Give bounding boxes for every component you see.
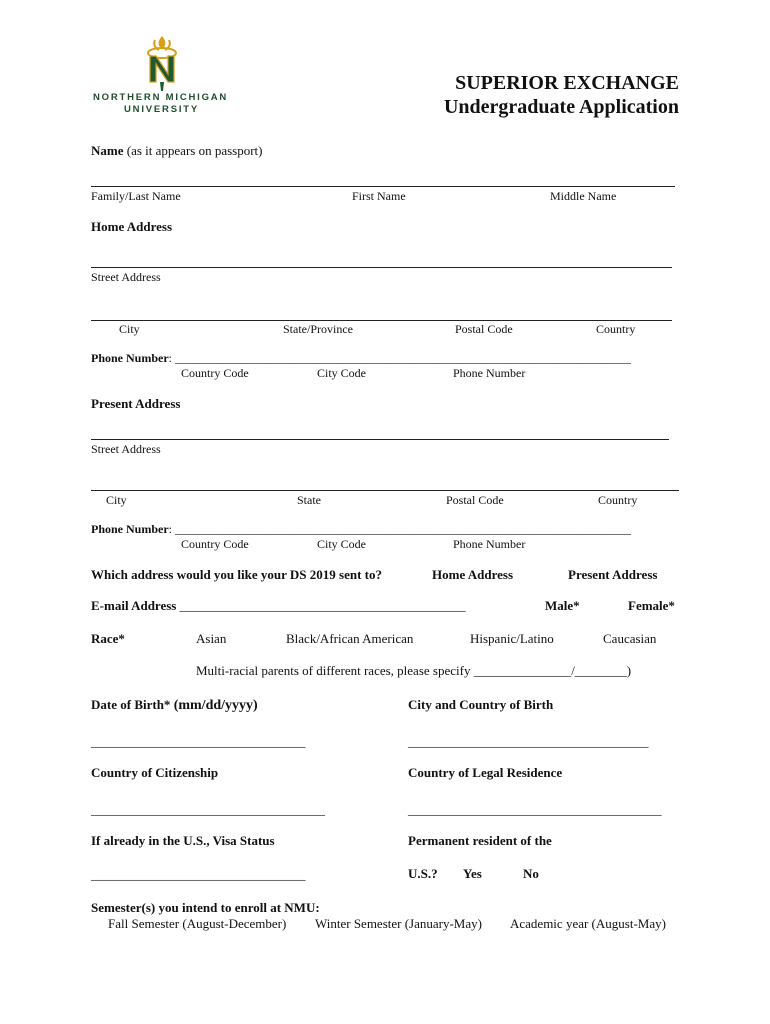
present-phone-number-caption: Phone Number	[453, 537, 526, 551]
middle-name-caption: Middle Name	[550, 189, 617, 203]
form-title: SUPERIOR EXCHANGE	[455, 72, 679, 94]
home-state-caption: State/Province	[283, 322, 353, 336]
present-address-heading: Present Address	[91, 396, 181, 411]
ds2019-option-present[interactable]: Present Address	[568, 567, 658, 582]
present-state-caption: State	[297, 493, 321, 507]
visa-status-field[interactable]: _________________________________	[91, 867, 306, 882]
citizenship-label: Country of Citizenship	[91, 765, 219, 780]
dob-format: (mm/dd/yyyy)	[173, 698, 258, 713]
ds2019-option-home[interactable]: Home Address	[432, 567, 514, 582]
email-field[interactable]: ____________________________________________	[176, 598, 466, 613]
name-label	[91, 143, 263, 159]
home-street-caption: Street Address	[91, 270, 161, 284]
home-phone-number-caption: Phone Number	[453, 366, 526, 380]
torch-n-icon	[140, 34, 184, 92]
present-phone-label: Phone Number	[91, 522, 169, 536]
name-label-note: (as it appears on passport)	[126, 143, 263, 158]
first-name-caption: First Name	[352, 189, 406, 203]
email-row	[91, 598, 466, 614]
home-street-line[interactable]	[91, 267, 672, 268]
semester-heading: Semester(s) you intend to enroll at NMU:	[91, 900, 320, 915]
home-phone-label: Phone Number	[91, 351, 169, 365]
permanent-resident-no[interactable]: No	[523, 866, 539, 881]
race-option-caucasian[interactable]: Caucasian	[603, 631, 657, 646]
logo-line-2: UNIVERSITY	[124, 104, 200, 115]
name-label-bold: Name	[91, 143, 124, 158]
dob-label: Date of Birth*	[91, 697, 171, 712]
race-option-black[interactable]: Black/African American	[286, 631, 414, 646]
legal-residence-field[interactable]: _______________________________________	[408, 802, 662, 817]
home-city-caption: City	[119, 322, 140, 336]
home-country-caption: Country	[596, 322, 636, 336]
form-subtitle: Undergraduate Application	[443, 96, 679, 118]
family-name-caption: Family/Last Name	[91, 189, 181, 203]
race-multi-racial-field[interactable]: Multi-racial parents of different races, please specify _______________/________)	[196, 663, 632, 678]
permanent-resident-label: Permanent resident of the	[408, 833, 552, 848]
home-address-heading: Home Address	[91, 219, 173, 234]
visa-status-label: If already in the U.S., Visa Status	[91, 833, 275, 848]
city-birth-label: City and Country of Birth	[408, 697, 554, 712]
dob-label-row	[91, 697, 258, 714]
present-city-caption: City	[106, 493, 127, 507]
home-phone-row	[91, 351, 631, 366]
present-country-caption: Country	[598, 493, 638, 507]
present-phone-field[interactable]: : ____________________________________________________________________________	[168, 522, 632, 536]
present-phone-row	[91, 522, 631, 537]
legal-residence-label: Country of Legal Residence	[408, 765, 563, 780]
present-phone-country-code: Country Code	[181, 537, 249, 551]
email-label: E-mail Address	[91, 598, 177, 613]
name-input-line[interactable]	[91, 186, 675, 187]
race-option-asian[interactable]: Asian	[196, 631, 227, 646]
ds2019-question: Which address would you like your DS 2019 sent to?	[91, 567, 382, 582]
dob-field[interactable]: _________________________________	[91, 734, 306, 749]
home-phone-country-code: Country Code	[181, 366, 249, 380]
home-phone-field[interactable]: : ____________________________________________________________________________	[168, 351, 632, 365]
home-phone-city-code: City Code	[317, 366, 367, 380]
logo-line-1: NORTHERN MICHIGAN	[93, 92, 229, 103]
present-street-line[interactable]	[91, 439, 669, 440]
race-option-hispanic[interactable]: Hispanic/Latino	[470, 631, 554, 646]
semester-option-academic-year[interactable]: Academic year (August-May)	[510, 916, 666, 931]
semester-option-fall[interactable]: Fall Semester (August-December)	[108, 916, 287, 931]
gender-male-option[interactable]: Male*	[545, 598, 580, 613]
citizenship-field[interactable]: ____________________________________	[91, 802, 325, 817]
permanent-resident-yes[interactable]: Yes	[463, 866, 482, 881]
present-street-caption: Street Address	[91, 442, 161, 456]
present-phone-city-code: City Code	[317, 537, 367, 551]
race-label: Race*	[91, 631, 125, 646]
gender-female-option[interactable]: Female*	[628, 598, 675, 613]
semester-option-winter[interactable]: Winter Semester (January-May)	[315, 916, 482, 931]
present-city-line[interactable]	[91, 490, 679, 491]
permanent-resident-label-us: U.S.?	[408, 866, 438, 881]
present-postal-caption: Postal Code	[446, 493, 504, 507]
home-postal-caption: Postal Code	[455, 322, 513, 336]
home-city-line[interactable]	[91, 320, 672, 321]
city-birth-field[interactable]: _____________________________________	[408, 734, 649, 749]
